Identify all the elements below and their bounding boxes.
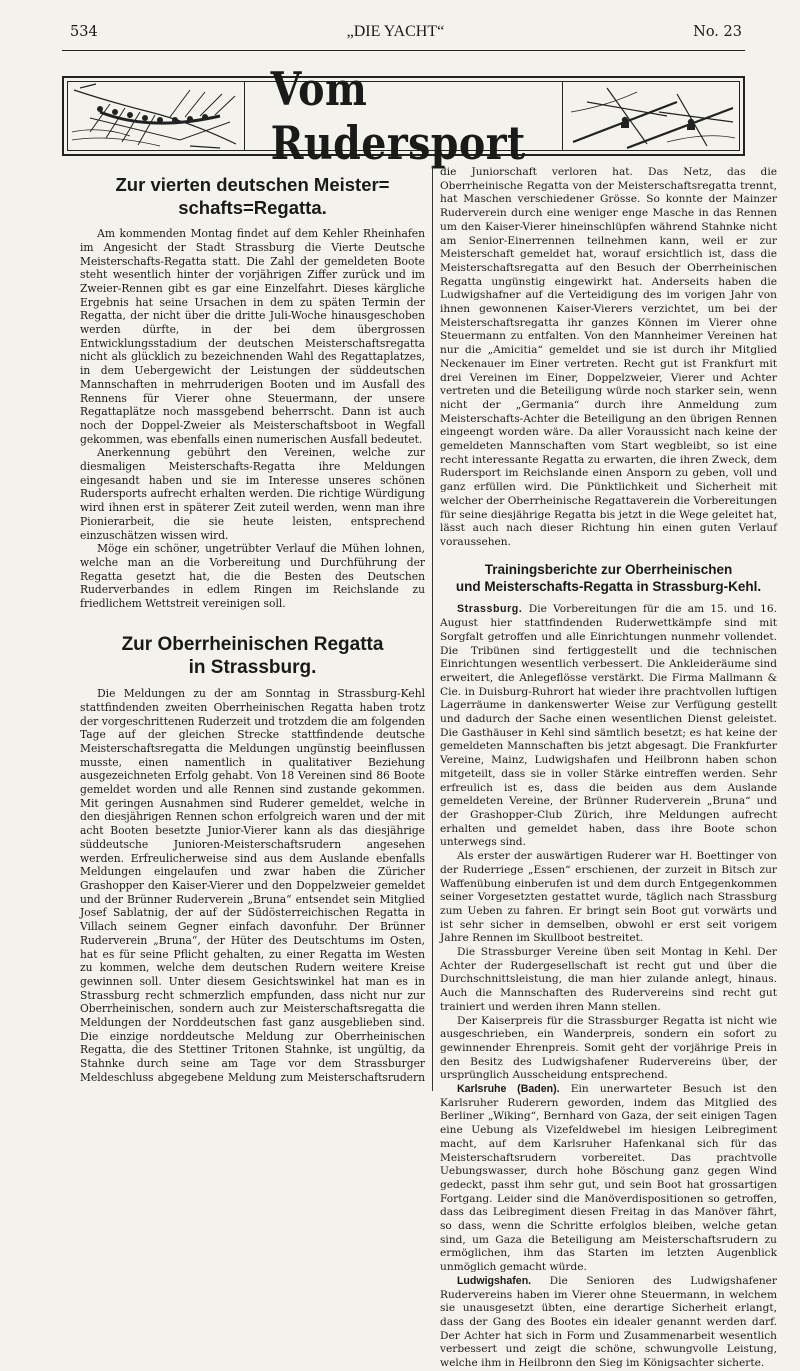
paragraph: Möge ein schöner, ungetrübter Verlauf die Mühen lohnen, welche man an die Vorbereitung und Durchführung der Regatta gesetzt hat, die die Besten des Deutschen Ruderverbandes in edlem Ringen im Reichslande zu friedlichem Wettstreit vereinigen soll. [80,542,425,611]
rowing-eight-icon [70,82,240,150]
article-title-line: Zur vierten deutschen Meister= [115,174,390,195]
section-banner [62,62,745,170]
journal-title: „DIE YACHT“ [346,23,445,40]
report-paragraph: Als erster der auswärtigen Ruderer war H. Boettinger von der Ruderriege „Essen“ erschienen, der zurzeit in Bitsch zur Waffenübung einberufen ist und dem durch Entgegenkommen seiner Vorgesetzten gestattet wurde, täglich nach Strassburg zum Ueben zu fahren. Er bringt sein Boot gut vorwärts und ist sehr sicher in demselben, obwohl er erst seit vorigem Jahre Rennen im Skullboot bestreitet. [440,850,777,945]
paragraph: Die Meldungen zu der am Sonntag in Strassburg-Kehl stattfindenden zweiten Oberrheinischen Regatta haben trotz der vorgeschrittenen Ruderzeit und trotzdem die am folgenden Tage auf der gleichen Strecke stattfindende deutsche Meisterschaftsregatta die Meldungen ungünstig beeinflussen musste, einen namentlich in qualitativer Beziehung ausgezeichneten Erfolg gehabt. Von 18 Vereinen sind 86 Boote gemeldet worden und alle Rennen sind zustande gekommen. Mit geringen Ausnahmen sind Ruderer gemeldet, welche in den diesjährigen Rennen schon erfolgreich waren und der mit acht Booten besetzte Junior-Vierer kann als das diesjährige süddeutsche Junioren-Meisterschaftsrudern angesehen werden. Erfreulicherweise sind aus dem Auslande ebenfalls Meldungen eingelaufen und zwar haben die Züricher Grashopper den Kaiser-Vierer und den Doppelzweier gemeldet und der Brünner Ruderverein „Bruna“ entsendet sein Mitglied Josef Sablatnig, der auf der Südösterreichischen Regatta in Villach seinem Gegner einfach davonfuhr. Der Brünner Ruderverein „Bruna“, der Hüter des Deutschtums im Osten, hat es für seine Pflicht gehalten, zu einer Regatta im Westen zu kommen, welche dem deutschen Rudern weitere Kreise gewinnen soll. Unter diesem Gesichtswinkel hat man es in Strassburg recht schmerzlich empfunden, dass nicht nur zur Oberrheinischen, sondern auch zur Meisterschaftsregatta die Meldungen der Norddeutschen fast ganz ausgeblieben sind. Die einzige norddeutsche Meldung zur Oberrheinischen Regatta, die des Stettiner Tritonen Stahnke, ist ungültig, da Stahnke durch seine am Tage vor dem Strassburger Meldeschluss abgegebene Meldung zum Meisterschaftsrudern [80,687,425,1084]
report-paragraph: Der Kaiserpreis für die Strassburger Regatta ist nicht wie ausgeschrieben, ein Wanderpreis, sondern ein sofort zu gewinnender Ehrenpreis. Somit geht der vorjährige Preis in den Besitz des Ludwigshafener Rudervereins über, der ursprünglich Ausscheidung entsprechend. [440,1014,777,1082]
left-column [80,166,425,1085]
report-karlsruhe [440,1083,777,1275]
single-sculls-icon [567,82,737,150]
report-text: Ein unerwarteter Besuch ist den Karlsruher Ruderern geworden, indem das Mitglied des Berliner „Wiking“, Bernhard von Gaza, der seit einigen Tagen eine Uebung als Vizefeldwebel im hiesigen Leibregiment macht, auf dem Karlsruher Hafenkanal sich für das Meisterschaftsrudern vorbereitet. Das prachtvolle Uebungswasser, durch hohe Böschung ganz gegen Wind gedeckt, passt ihm sehr gut, und sein Boot hat grossartigen Fortgang. Leider sind die Manöverdispositionen so getroffen, dass das Leibregiment diesen Freitag in das Manöver fährt, so dass, wenn die Schritte erfolglos bleiben, welche getan sind, um Gaza die Beteiligung am Meisterschaftsrudern zu ermöglichen, ihm das Starten im letzten Augenblick unmöglich gemacht würde. [440,1083,777,1274]
page-number: 534 [70,24,98,40]
report-lead: Karlsruhe (Baden). [456,1083,560,1096]
header-rule [62,50,745,51]
article-title-line: Zur Oberrheinischen Regatta [121,633,384,655]
article-title [80,633,425,679]
paragraph-continued: die Juniorschaft verloren hat. Das Netz, das die Oberrheinische Regatta von der Meisterschaftsregatta trennt, hat Maschen verschiedener Grösse. So konnte der Mainzer Ruderverein durch eine weniger enge Masche in das Rennen um den Kaiser-Vierer hineinschlüpfen während Stahnke nicht am Senior-Einerrennen teilnehmen kann, weil er zur Meisterschaft gemeldet hat, worauf ersichtlich ist, dass die Meisterschaftsregatta auf den Besuch der Oberrheinischen Regatta ungünstig eingewirkt hat. Anderseits haben die Ludwigshafner auf die Verteidigung des im vorigen Jahr von ihnen gewonnenen Kaiser-Vierers verzichtet, um bei der Meisterschaftsregatta ihr ganzes Können im Vierer ohne Steuermann zu entfalten. Von den Mannheimer Vereinen hat nur die „Amicitia“ gemeldet und sie ist durch ihr Mitglied Neckenauer im Einer vertreten. Recht gut ist Frankfurt mit drei Vereinen im Einer, Doppelzweier, Vierer und Achter vertreten und die Beteiligung würde noch starker sein, wenn nicht der „Germania“ durch ihre Anmeldung zum Meisterschafts-Achter die Beteiligung an den übrigen Rennen eingeengt worden wäre. Da aller Voraussicht nach keine der gemeldeten Mannschaften vom Start wegbleibt, so ist eine recht interessante Regatta zu erwarten, die ihren Zweck, dem Rudersport im Reichslande einen Ansporn zu geben, voll und ganz erfüllen wird. Die Pünktlichkeit und Sicherheit mit welcher der Oberrheinische Regattaverein die Vorbereitungen für seine diesjährige Regatta bis jetzt in die Wege geleitet hat, lässt auch nach dieser Richtung hin einen guten Verlauf voraussehen. [440,166,777,548]
paragraph: Anerkennung gebührt den Vereinen, welche zur diesmaligen Meisterschafts-Regatta ihre Meldungen eingesandt haben und sie im Interesse unseres schönen Rudersports aufrecht erhalten werden. Die richtige Würdigung wird ihnen erst in späterer Zeit zuteil werden, wenn man ihre Pionierarbeit, die sie heute leisten, entsprechend einzuschätzen wissen wird. [80,446,425,542]
banner-divider-right [562,81,563,151]
report-lead: Ludwigshafen. [456,1274,532,1287]
banner-title: Vom Rudersport [270,62,526,170]
article-title-line: schafts=Regatta. [178,196,327,218]
report-lead: Strassburg. [456,603,523,616]
report-text: Die Senioren des Ludwigshafener Rudervereins haben im Vierer ohne Steuermann, in welchem sie unausgesetzt übten, eine derartige Sicherheit erlangt, dass der Gang des Bootes ein idealer genannt werden darf. Der Achter hat sich in Form und Zusammenarbeit wesentlich verbessert und zeigt die schöne, schwungvolle Leistung, welche ihm in Heilbronn den Sieg im Königsachter sicherte. [440,1274,777,1370]
article-title-line: Trainingsberichte zur Oberrheinischen [484,561,733,577]
article-title [440,562,777,596]
article-title-line: und Meisterschafts-Regatta in Strassburg-Kehl. [455,578,762,594]
paragraph: Am kommenden Montag findet auf dem Kehler Rheinhafen im Angesicht der Stadt Strassburg die Vierte Deutsche Meisterschafts-Regatta statt. Die Zahl der gemeldeten Boote steht wesentlich hinter der vorjährigen Ziffer zurück und im Zweier-Rennen gibt es gar eine Einzelfahrt. Dieses kärgliche Ergebnis hat seine Ursachen in dem zu späten Termin der Regatta, der nicht über die dritte Juli-Woche hinausgeschoben werden dürfte, in der bei dem übergrossen Entwicklungsstadium der deutschen Meisterschaftsregatta nicht als glücklich zu bezeichnenden Wahl des Regattaplatzes, in dem Uebergewicht der Leistungen der süddeutschen Mannschaften in mehrruderigen Booten und im Ausfall des Rennens für Vierer ohne Steuermann, der unsere Regattaplätze noch massgebend beherrscht. Dann ist auch noch der Doppel-Zweier als Meisterschaftsboot in Wegfall gekommen, was ebenfalls einen numerischen Ausfall bedeutet. [80,227,425,446]
banner-divider-left [244,81,245,151]
running-head [70,20,742,44]
column-divider [432,166,433,1091]
issue-number: No. 23 [693,24,742,40]
report-ludwigshafen [440,1275,777,1371]
report-text: Die Vorbereitungen für die am 15. und 16. August hier stattfindenden Ruderwettkämpfe sind mit Sorgfalt getroffen und alle Einrichtungen nunmehr vollendet. Die Tribünen sind fertiggestellt und die technischen Einrichtungen wesentlich verbessert. Die Ankleideräume sind erweitert, die Anlegeflösse verstärkt. Die Firma Mallmann & Cie. in Duisburg-Ruhrort hat wieder ihre prachtvollen luftigen Lagerräume in dankenswerter Weise zur Verfügung gestellt und dadurch der Sache einen wesentlichen Dienst geleistet. Die Gasthäuser in Kehl sind sämtlich besetzt; es hat keine der gemeldeten Mannschaften bis jetzt abgesagt. Die Frankfurter Vereine, Mainz, Ludwigshafen und Heilbronn haben schon mitgeteilt, dass sie in voller Stärke eintreffen werden. Sehr erfreulich ist es, dass die beiden aus dem Auslande gemeldeten Vereine, der Brünner Ruderverein „Bruna“ und der Grashopper-Club Zürich, ihre Meldungen aufrecht erhalten und gemeldet haben, dass ihre Boote schon unterwegs sind. [440,603,778,849]
report-paragraph: Die Strassburger Vereine üben seit Montag in Kehl. Der Achter der Rudergesellschaft ist recht gut und über die Durchschnittsleistung, die man hier zulande anlegt, hinaus. Auch die Mannschaften des Rudervereins sind recht gut trainiert und werden ihren Mann stellen. [440,946,777,1013]
article-title [80,166,425,219]
article-trainingsberichte [440,562,777,1371]
article-oberrheinische-regatta [80,633,425,1085]
article-meisterschafts-regatta [80,166,425,611]
article-title-line: in Strassburg. [188,656,317,678]
report-strassburg [440,603,777,850]
right-column [440,166,777,1371]
